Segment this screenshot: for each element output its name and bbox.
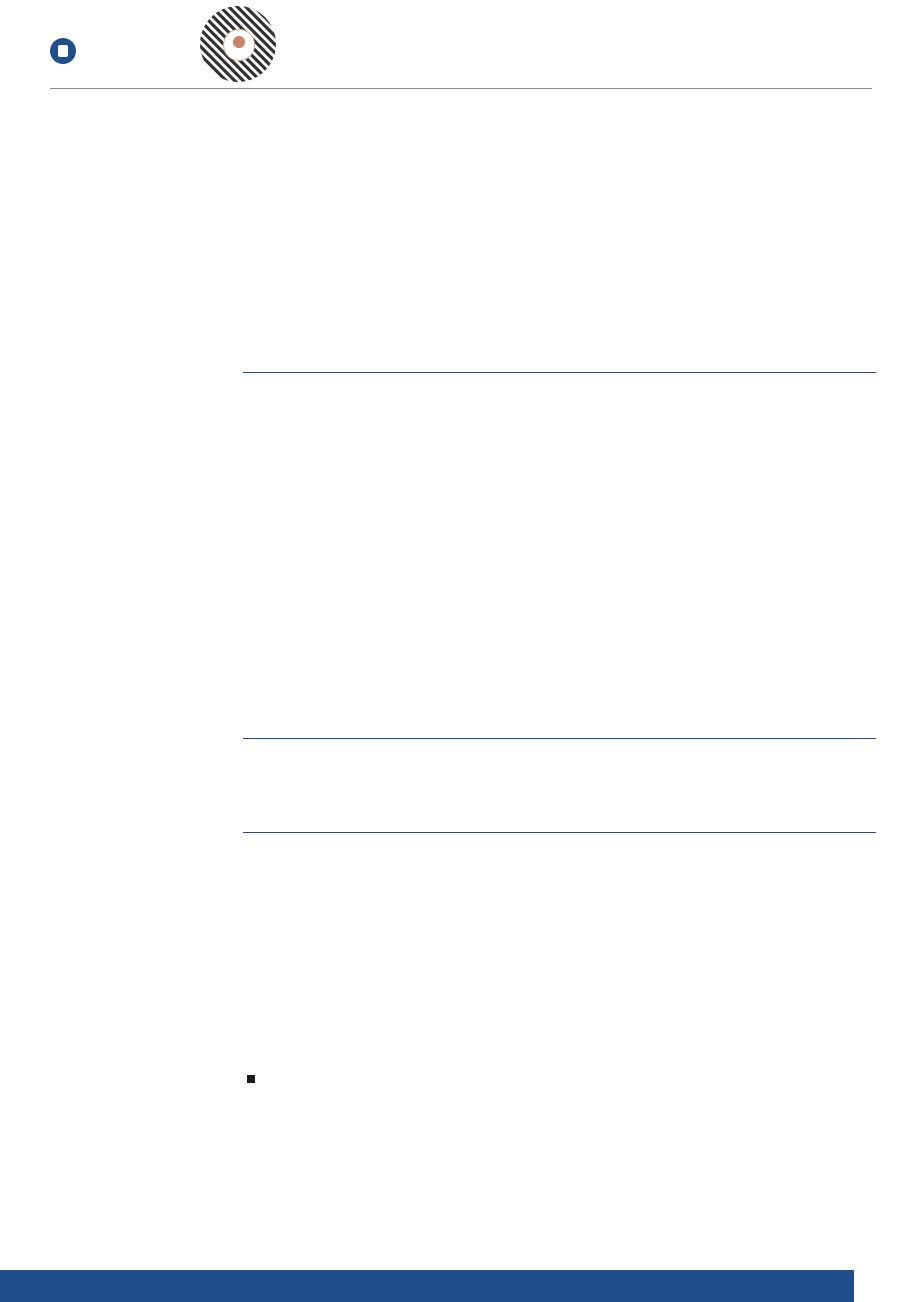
figure-top-rule xyxy=(243,372,876,373)
lifecycle-chart xyxy=(243,374,876,736)
header-divider xyxy=(50,88,872,89)
footer-bar xyxy=(0,1270,854,1302)
brand-logo-icon xyxy=(50,38,76,64)
square-bullet-icon xyxy=(247,1075,255,1083)
bullet-heading xyxy=(247,1070,273,1086)
figure-bottom-rule xyxy=(243,738,876,739)
page-footer xyxy=(0,1262,920,1302)
section-heading-rule xyxy=(243,832,876,833)
page-header xyxy=(0,0,920,90)
qr-center-logo-icon xyxy=(223,29,255,61)
